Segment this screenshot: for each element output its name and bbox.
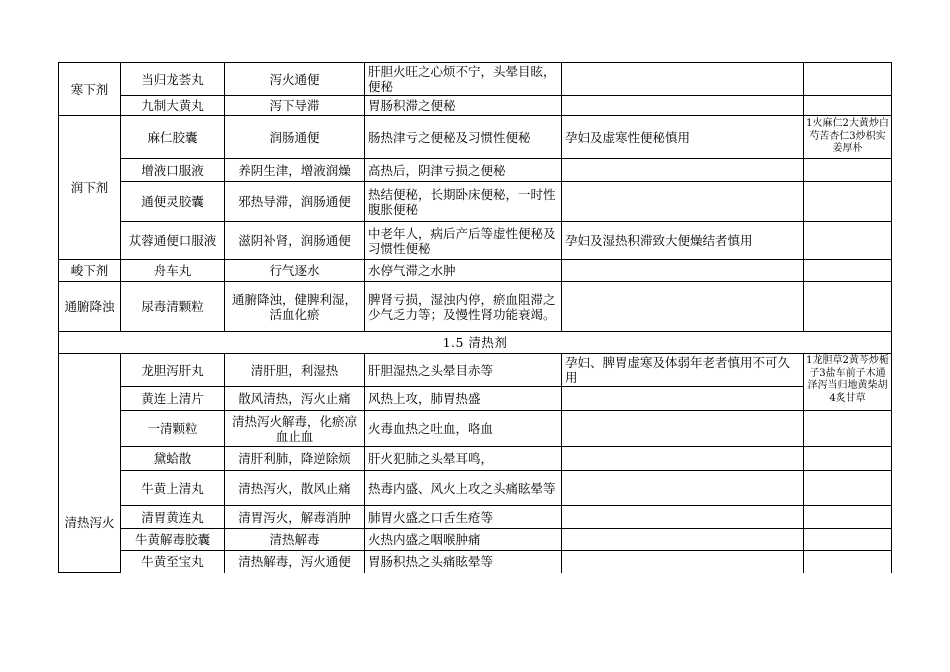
drug-name: 牛黄上清丸 xyxy=(121,471,225,506)
section-heading: 1.5 清热剂 xyxy=(59,332,892,354)
drug-caution xyxy=(562,387,804,411)
drug-name: 清胃黄连丸 xyxy=(121,506,225,529)
drug-note xyxy=(804,447,892,471)
table-row xyxy=(59,551,892,573)
drug-effect: 泻火通便 xyxy=(225,63,365,96)
drug-indication: 水停气滞之水肿 xyxy=(365,260,562,282)
drug-indication: 火毒血热之吐血，咯血 xyxy=(365,411,562,447)
drug-effect: 行气逐水 xyxy=(225,260,365,282)
drug-effect: 清肝利肺，降逆除烦 xyxy=(225,447,365,471)
drug-note xyxy=(804,551,892,573)
drug-indication: 肠热津亏之便秘及习惯性便秘 xyxy=(365,116,562,159)
drug-name: 麻仁胶囊 xyxy=(121,116,225,159)
drug-indication: 脾肾亏损，湿浊内停，瘀血阻滞之少气乏力等；及慢性肾功能衰竭。 xyxy=(365,282,562,332)
table-row xyxy=(59,260,892,282)
drug-name: 增液口服液 xyxy=(121,159,225,182)
table-row xyxy=(59,116,892,159)
drug-indication: 火热内盛之咽喉肿痛 xyxy=(365,529,562,551)
drug-effect: 润肠通便 xyxy=(225,116,365,159)
drug-caution xyxy=(562,159,804,182)
drug-name: 舟车丸 xyxy=(121,260,225,282)
drug-indication: 胃肠积滞之便秘 xyxy=(365,96,562,116)
drug-note xyxy=(804,471,892,506)
drug-caution xyxy=(562,447,804,471)
drug-name: 黛蛤散 xyxy=(121,447,225,471)
drug-indication: 肝胆湿热之头晕目赤等 xyxy=(365,354,562,387)
drug-indication: 胃肠积热之头痛眩晕等 xyxy=(365,551,562,573)
drug-caution xyxy=(562,411,804,447)
drug-note xyxy=(804,63,892,96)
table-row xyxy=(59,506,892,529)
drug-caution xyxy=(562,471,804,506)
drug-name: 牛黄至宝丸 xyxy=(121,551,225,573)
drug-caution xyxy=(562,529,804,551)
drug-note xyxy=(804,96,892,116)
drug-note xyxy=(804,529,892,551)
drug-indication: 肝火犯肺之头晕耳鸣， xyxy=(365,447,562,471)
drug-effect: 清热泻火解毒，化瘀凉血止血 xyxy=(225,411,365,447)
category-cell: 峻下剂 xyxy=(59,260,121,282)
drug-indication: 肝胆火旺之心烦不宁，头晕目眩，便秘 xyxy=(365,63,562,96)
table-row xyxy=(59,529,892,551)
table-row xyxy=(59,282,892,332)
drug-name: 龙胆泻肝丸 xyxy=(121,354,225,387)
table-row xyxy=(59,159,892,182)
drug-effect: 清热解毒 xyxy=(225,529,365,551)
table-row xyxy=(59,447,892,471)
drug-effect: 清肝胆，利湿热 xyxy=(225,354,365,387)
table-row xyxy=(59,354,892,387)
drug-effect: 滋阴补肾，润肠通便 xyxy=(225,222,365,260)
category-cell: 通腑降浊 xyxy=(59,282,121,332)
drug-name: 黄连上清片 xyxy=(121,387,225,411)
section-heading-row xyxy=(59,332,892,354)
category-cell: 寒下剂 xyxy=(59,63,121,116)
drug-caution xyxy=(562,282,804,332)
drug-caution: 孕妇、脾胃虚寒及体弱年老者慎用不可久用 xyxy=(562,354,804,387)
table-row xyxy=(59,96,892,116)
drug-note xyxy=(804,222,892,260)
drug-note: 1火麻仁2大黄炒白芍苦杏仁3炒枳实姜厚朴 xyxy=(804,116,892,159)
drug-note xyxy=(804,260,892,282)
drug-effect: 邪热导滞，润肠通便 xyxy=(225,182,365,222)
drug-note: 1龙胆草2黄芩炒栀子3盐车前子木通泽泻当归地黄柴胡4炙甘草 xyxy=(804,354,892,411)
drug-indication: 热毒内盛、风火上攻之头痛眩晕等 xyxy=(365,471,562,506)
drug-name: 一清颗粒 xyxy=(121,411,225,447)
table-row xyxy=(59,387,892,411)
drug-effect: 散风清热，泻火止痛 xyxy=(225,387,365,411)
table-row xyxy=(59,63,892,96)
drug-effect: 清热解毒，泻火通便 xyxy=(225,551,365,573)
table-row xyxy=(59,222,892,260)
drug-caution: 孕妇及虚寒性便秘慎用 xyxy=(562,116,804,159)
category-cell: 清热泻火 xyxy=(59,354,121,573)
drug-name: 通便灵胶囊 xyxy=(121,182,225,222)
drug-note xyxy=(804,159,892,182)
drug-indication: 中老年人，病后产后等虚性便秘及习惯性便秘 xyxy=(365,222,562,260)
drug-effect: 养阴生津，增液润燥 xyxy=(225,159,365,182)
drug-caution xyxy=(562,551,804,573)
table-row xyxy=(59,411,892,447)
drug-name: 尿毒清颗粒 xyxy=(121,282,225,332)
drug-caution: 孕妇及湿热积滞致大便燥结者慎用 xyxy=(562,222,804,260)
drug-effect: 清胃泻火，解毒消肿 xyxy=(225,506,365,529)
drug-name: 牛黄解毒胶囊 xyxy=(121,529,225,551)
drug-name: 当归龙荟丸 xyxy=(121,63,225,96)
drug-note xyxy=(804,411,892,447)
drug-effect: 清热泻火，散风止痛 xyxy=(225,471,365,506)
drug-note xyxy=(804,506,892,529)
drug-effect: 通腑降浊，健脾利湿，活血化瘀 xyxy=(225,282,365,332)
drug-note xyxy=(804,182,892,222)
drug-caution xyxy=(562,63,804,96)
drug-caution xyxy=(562,96,804,116)
drug-indication: 风热上攻，肺胃热盛 xyxy=(365,387,562,411)
drug-indication: 肺胃火盛之口舌生疮等 xyxy=(365,506,562,529)
drug-name: 九制大黄丸 xyxy=(121,96,225,116)
drug-caution xyxy=(562,506,804,529)
drug-caution xyxy=(562,182,804,222)
table-row xyxy=(59,471,892,506)
drug-caution xyxy=(562,260,804,282)
table-row xyxy=(59,182,892,222)
drug-note xyxy=(804,282,892,332)
category-cell: 润下剂 xyxy=(59,116,121,260)
drug-name: 苁蓉通便口服液 xyxy=(121,222,225,260)
drug-effect: 泻下导滞 xyxy=(225,96,365,116)
formulary-table xyxy=(58,62,892,573)
drug-indication: 高热后，阴津亏损之便秘 xyxy=(365,159,562,182)
drug-indication: 热结便秘，长期卧床便秘，一时性腹胀便秘 xyxy=(365,182,562,222)
